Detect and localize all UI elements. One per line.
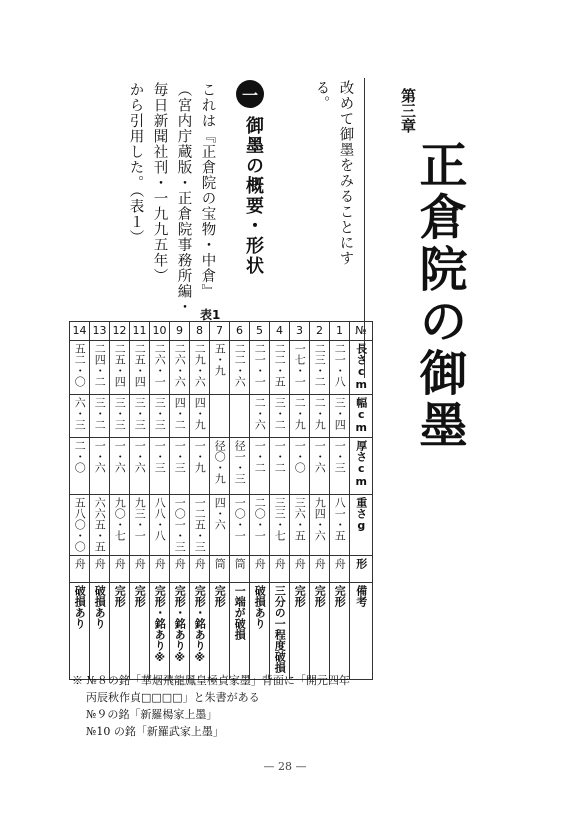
table-cell: 舟 (110, 555, 130, 582)
table-note: №10 の銘「新羅武家上墨」 (86, 725, 224, 738)
chapter-label: 第三章 (399, 88, 417, 133)
table-cell: 三三・七 (270, 494, 290, 555)
table-row (70, 582, 373, 679)
table-cell: 二五・四 (110, 341, 130, 395)
table-number-row (70, 322, 373, 341)
table-cell: 一・六 (130, 437, 150, 494)
table-cell: 舟 (250, 555, 270, 582)
table-cell: 一・六 (110, 437, 130, 494)
table-cell: 二五・四 (130, 341, 150, 395)
table-cell: 一・六 (310, 437, 330, 494)
table-cell: 三・二 (90, 394, 110, 437)
table-cell: 四・九 (190, 394, 210, 437)
table-cell: 舟 (310, 555, 330, 582)
table-cell: 舟 (290, 555, 310, 582)
table-cell: 一・二 (270, 437, 290, 494)
table-cell: 三・二 (270, 394, 290, 437)
table-cell: 14 (70, 322, 90, 341)
table-cell: 完形 (110, 582, 130, 679)
table-cell: 三・三 (130, 394, 150, 437)
table-cell: 九三・一 (130, 494, 150, 555)
table-note: 丙辰秋作貞□□□□」と朱書がある (86, 691, 260, 704)
table-cell: 二・九 (290, 394, 310, 437)
table-cell: 2 (310, 322, 330, 341)
table-cell: 12 (110, 322, 130, 341)
table-cell: 舟 (130, 555, 150, 582)
ink-stick-table (69, 321, 373, 680)
table-header-cell: 重さg (350, 494, 373, 555)
table-cell: 破損あり (250, 582, 270, 679)
table-header-cell: 幅cm (350, 394, 373, 437)
table-cell: 8 (190, 322, 210, 341)
body-text-line: から引用した。（表１） (127, 82, 144, 246)
table-cell: 一・三 (330, 437, 350, 494)
table-cell: 一・六 (90, 437, 110, 494)
section-number-badge: 一 (236, 80, 264, 108)
table-cell: 九四・六 (310, 494, 330, 555)
table-cell: 5 (250, 322, 270, 341)
table-cell: 一・三 (170, 437, 190, 494)
table-cell: 二九・六 (190, 341, 210, 395)
table-cell: 八一・五 (330, 494, 350, 555)
table-cell: 二六・一 (150, 341, 170, 395)
table-cell: 一二五・三 (190, 494, 210, 555)
table-cell: 二〇・一 (250, 494, 270, 555)
table-cell: 一・二 (250, 437, 270, 494)
table-cell: 舟 (270, 555, 290, 582)
body-text-line: これは『正倉院の宝物・中倉』 (199, 82, 216, 299)
table-cell: 舟 (190, 555, 210, 582)
table-cell: 二二・六 (230, 341, 250, 395)
table-cell: 一〇・一 (230, 494, 250, 555)
chapter-title: 正倉院の御墨 (411, 140, 467, 452)
table-cell: 二一・一 (250, 341, 270, 395)
table-cell: 完形 (290, 582, 310, 679)
table-cell: 一・九 (190, 437, 210, 494)
table-cell: 九〇・七 (110, 494, 130, 555)
table-cell: 舟 (150, 555, 170, 582)
table-row (70, 341, 373, 395)
table-cell: 7 (210, 322, 230, 341)
table-header-cell: 厚さcm (350, 437, 373, 494)
table-header-cell: 形 (350, 555, 373, 582)
table-cell: 筒 (230, 555, 250, 582)
table-cell: 1 (330, 322, 350, 341)
table-cell (230, 394, 250, 437)
table-cell: 二・〇 (70, 437, 90, 494)
table-cell: 二・六 (250, 394, 270, 437)
table-cell: 二三・二 (310, 341, 330, 395)
table-header-cell: № (350, 322, 373, 341)
table-note: №９の銘「新羅楊家上墨」 (86, 708, 218, 721)
table-cell: 二四・二 (90, 341, 110, 395)
table-cell: 完形・銘あり※ (170, 582, 190, 679)
table-cell: 三・三 (150, 394, 170, 437)
table-cell: 4 (270, 322, 290, 341)
table-cell: 舟 (70, 555, 90, 582)
table-cell: 完形 (130, 582, 150, 679)
table-row (70, 555, 373, 582)
table-cell: 一〇一・三 (170, 494, 190, 555)
table-cell: 11 (130, 322, 150, 341)
table-cell: 三・四 (330, 394, 350, 437)
table-cell: 完形 (210, 582, 230, 679)
table-cell: 6 (230, 322, 250, 341)
table-cell: 3 (290, 322, 310, 341)
table-cell: 一・三 (150, 437, 170, 494)
table-cell: 五八〇・〇 (70, 494, 90, 555)
table-cell: 舟 (170, 555, 190, 582)
table-cell: 10 (150, 322, 170, 341)
table-cell: 四・二 (170, 394, 190, 437)
table-cell: 径一・三 (230, 437, 250, 494)
table-cell: 完形・銘あり※ (150, 582, 170, 679)
table-cell: 9 (170, 322, 190, 341)
table-row (70, 494, 373, 555)
body-text-line: 毎日新聞社刊・一九九五年） (151, 82, 168, 284)
table-cell: 一七・一 (290, 341, 310, 395)
table-row (70, 437, 373, 494)
table-note: ※ №８の銘「華烟飛龍鳳皇極貞家墨」背面に「開元四年 (72, 674, 350, 687)
section-title: 御墨の概要・形状 (243, 116, 264, 276)
table-cell: 破損あり (90, 582, 110, 679)
table-cell: 二六・六 (170, 341, 190, 395)
table-cell: 径〇・九 (210, 437, 230, 494)
body-text-line: 改めて御墨をみることにす (337, 80, 354, 266)
body-text-line: る。 (313, 80, 330, 111)
body-text-line: （宮内庁蔵版・正倉院事務所編・ (175, 82, 192, 315)
table-cell: 一端が破損 (230, 582, 250, 679)
table-cell: 三分の一程度破損 (270, 582, 290, 679)
table-cell: 三・三 (110, 394, 130, 437)
table-cell (210, 394, 230, 437)
table-cell: 二二・五 (270, 341, 290, 395)
table-cell: 三六・五 (290, 494, 310, 555)
table-cell: 筒 (210, 555, 230, 582)
table-cell: 六・三 (70, 394, 90, 437)
table-cell: 六六五・五 (90, 494, 110, 555)
page-number: — 28 — (263, 760, 307, 773)
table-cell: 舟 (330, 555, 350, 582)
table-header-cell: 長さcm (350, 341, 373, 395)
table-cell: 八八・八 (150, 494, 170, 555)
table-cell: 破損あり (70, 582, 90, 679)
table-cell: 完形 (310, 582, 330, 679)
table-cell: 五・九 (210, 341, 230, 395)
table-cell: 完形 (330, 582, 350, 679)
table-cell: 五二・〇 (70, 341, 90, 395)
table-cell: 二・九 (310, 394, 330, 437)
table-cell: 舟 (90, 555, 110, 582)
table-header-cell: 備考 (350, 582, 373, 679)
table-cell: 一・〇 (290, 437, 310, 494)
table-cell: 完形・銘あり※ (190, 582, 210, 679)
table-caption: 表1 (200, 308, 221, 322)
table-cell: 四・六 (210, 494, 230, 555)
table-row (70, 394, 373, 437)
table-cell: 二一・八 (330, 341, 350, 395)
table-cell: 13 (90, 322, 110, 341)
